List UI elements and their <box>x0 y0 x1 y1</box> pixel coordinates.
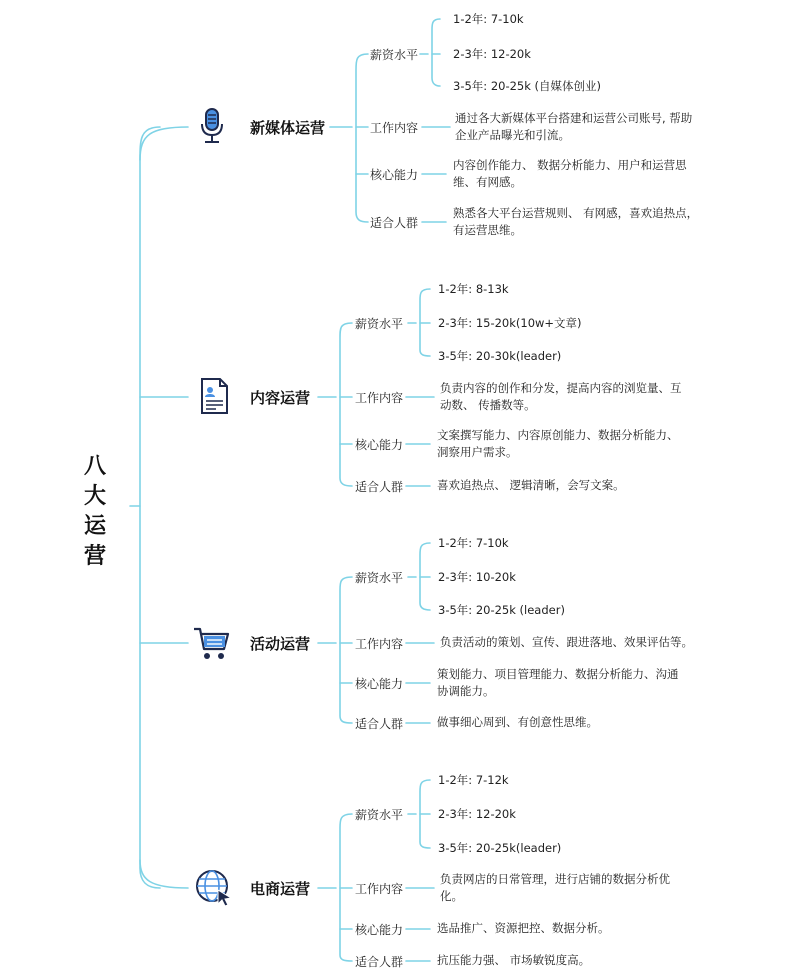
fit-description <box>437 952 707 969</box>
description-line: 负责网店的日常管理，进行店铺的数据分析优 <box>440 872 670 886</box>
description-line: 做事细心周到、有创意性思维。 <box>437 715 598 729</box>
root-title <box>80 452 110 572</box>
branch-title: 内容运营 <box>250 389 311 407</box>
description-line: 化。 <box>440 889 463 903</box>
work-description <box>455 110 725 144</box>
description-line: 策划能力、项目管理能力、数据分析能力、沟通 <box>437 667 679 681</box>
description-line: 洞察用户需求。 <box>437 445 518 459</box>
category-fit: 适合人群 <box>370 216 419 230</box>
branch-title: 电商运营 <box>250 880 311 898</box>
description-line: 文案撰写能力、内容原创能力、数据分析能力、 <box>437 428 679 442</box>
category-work: 工作内容 <box>370 121 419 135</box>
fit-description <box>437 714 707 731</box>
fit-description <box>437 477 707 494</box>
category-work: 工作内容 <box>355 882 404 896</box>
category-salary: 薪资水平 <box>370 48 419 62</box>
root-title-char: 八 <box>83 454 106 479</box>
shopping-cart-icon <box>192 623 232 663</box>
salary-item: 1-2年: 7-10k <box>438 536 509 550</box>
category-work: 工作内容 <box>355 391 404 405</box>
salary-item: 2-3年: 15-20k(10w+文章) <box>438 316 582 330</box>
salary-item: 3-5年: 20-30k(leader) <box>438 349 562 363</box>
salary-item: 2-3年: 12-20k <box>453 47 531 61</box>
category-skill: 核心能力 <box>370 168 419 182</box>
description-line: 喜欢追热点、 逻辑清晰，会写文案。 <box>437 478 625 492</box>
work-description <box>440 634 710 651</box>
skill-description <box>437 920 707 937</box>
category-skill: 核心能力 <box>355 438 404 452</box>
category-work: 工作内容 <box>355 637 404 651</box>
skill-description <box>437 427 707 461</box>
work-description <box>440 380 710 414</box>
description-line: 协调能力。 <box>437 684 495 698</box>
description-line: 有运营思维。 <box>453 223 522 237</box>
work-description <box>440 871 710 905</box>
document-icon <box>194 376 234 416</box>
category-salary: 薪资水平 <box>355 317 404 331</box>
root-title-char: 运 <box>83 514 106 539</box>
description-line: 选品推广、资源把控、数据分析。 <box>437 921 610 935</box>
salary-item: 1-2年: 7-10k <box>453 12 524 26</box>
globe-cursor-icon <box>194 868 234 908</box>
category-salary: 薪资水平 <box>355 571 404 585</box>
microphone-icon <box>192 106 232 146</box>
root-title-char: 营 <box>83 544 106 569</box>
salary-item: 3-5年: 20-25k(leader) <box>438 841 562 855</box>
category-skill: 核心能力 <box>355 677 404 691</box>
salary-item: 2-3年: 12-20k <box>438 807 516 821</box>
description-line: 负责活动的策划、宣传、跟进落地、效果评估等。 <box>440 635 693 649</box>
skill-description <box>453 157 723 191</box>
root-title-char: 大 <box>83 484 106 509</box>
description-line: 动数、 传播数等。 <box>440 398 536 412</box>
description-line: 抗压能力强、 市场敏锐度高。 <box>437 953 591 967</box>
description-line: 企业产品曝光和引流。 <box>455 128 570 142</box>
salary-item: 2-3年: 10-20k <box>438 570 516 584</box>
description-line: 通过各大新媒体平台搭建和运营公司账号, 帮助 <box>455 111 693 125</box>
skill-description <box>437 666 707 700</box>
salary-item: 1-2年: 8-13k <box>438 282 509 296</box>
branch-title: 新媒体运营 <box>250 119 326 137</box>
description-line: 维、有网感。 <box>453 175 522 189</box>
category-salary: 薪资水平 <box>355 808 404 822</box>
salary-item: 3-5年: 20-25k (自媒体创业) <box>453 79 602 93</box>
category-fit: 适合人群 <box>355 717 404 731</box>
salary-item: 1-2年: 7-12k <box>438 773 509 787</box>
salary-item: 3-5年: 20-25k (leader) <box>438 603 565 617</box>
category-fit: 适合人群 <box>355 955 404 969</box>
description-line: 内容创作能力、 数据分析能力、用户和运营思 <box>453 158 687 172</box>
branch-title: 活动运营 <box>250 635 311 653</box>
description-line: 熟悉各大平台运营规则、 有网感，喜欢追热点， <box>453 206 699 220</box>
category-fit: 适合人群 <box>355 480 404 494</box>
category-skill: 核心能力 <box>355 923 404 937</box>
fit-description <box>453 205 723 239</box>
description-line: 负责内容的创作和分发，提高内容的浏览量、互 <box>440 381 682 395</box>
